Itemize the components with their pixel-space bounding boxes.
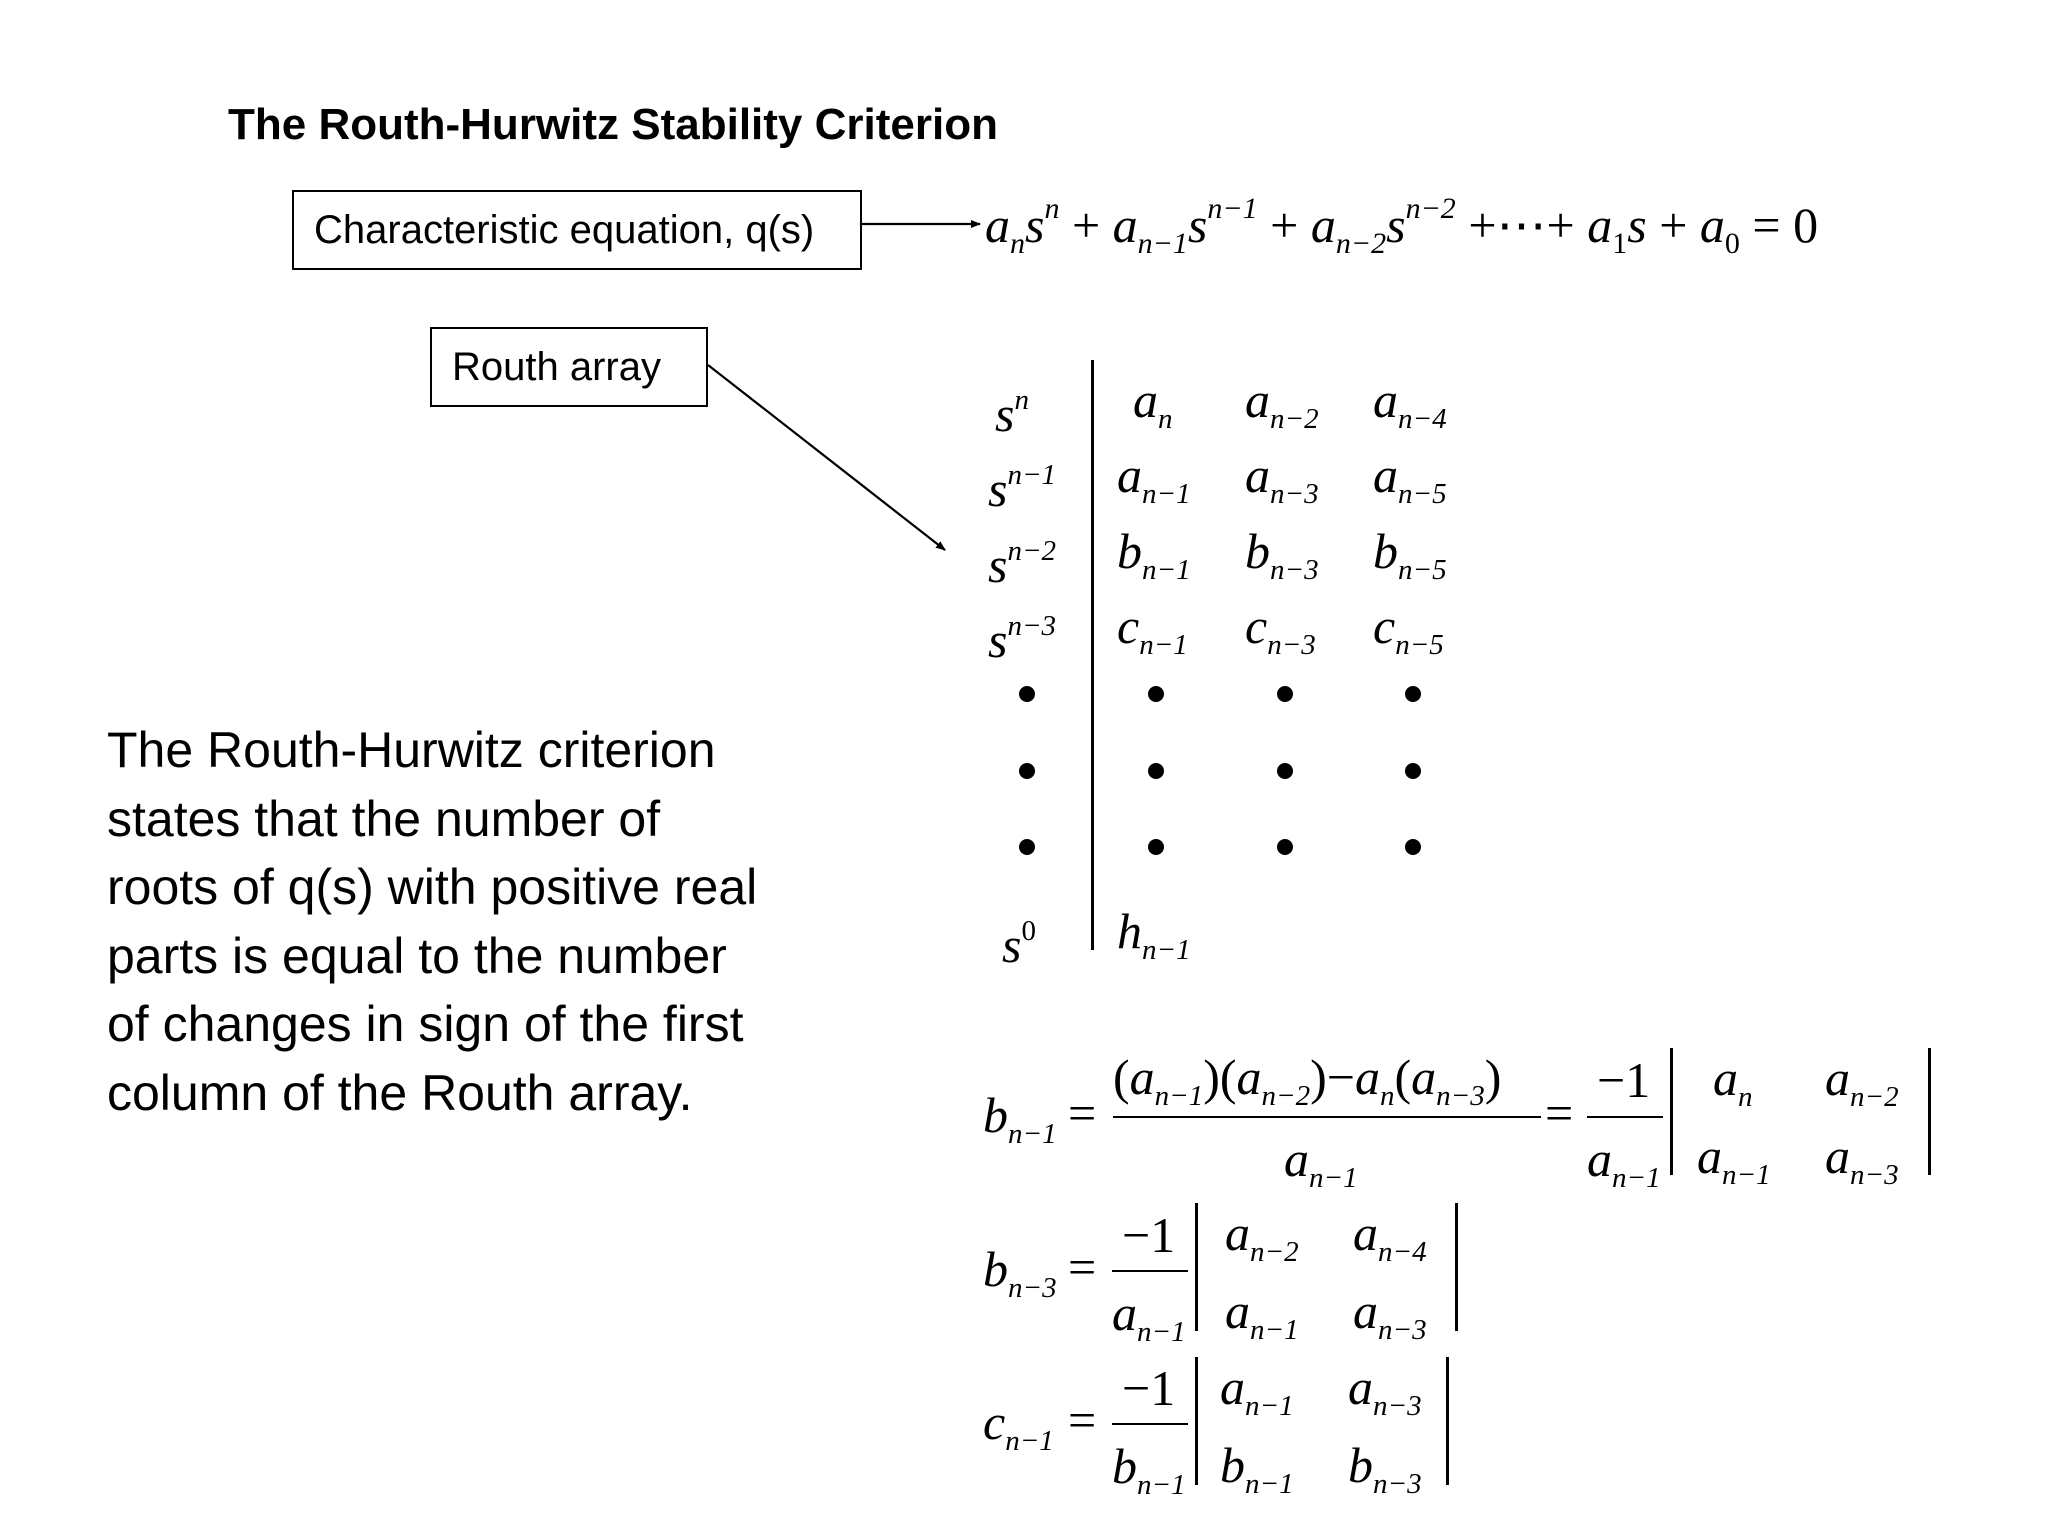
ellipsis-dot xyxy=(1277,763,1293,779)
cell-c-n1: $c_{n-1}$ xyxy=(1117,598,1188,661)
numerator-b-n1: $(a_{n-1})(a_{n-2})-a_n(a_{n-3})$ xyxy=(1113,1049,1502,1112)
cell-a-n: $a_n$ xyxy=(1133,372,1173,435)
arrow-to-routh-array xyxy=(708,365,945,550)
cell-a-n3: $a_{n-3}$ xyxy=(1245,447,1319,510)
criterion-explanation xyxy=(107,716,827,1127)
lhs-b-n1: $b_{n-1}$ xyxy=(983,1087,1057,1150)
row-label-sn1: $s^{n-1}$ xyxy=(988,459,1057,517)
lhs-c-n1: $c_{n-1}$ xyxy=(983,1394,1054,1457)
ellipsis-dot xyxy=(1405,839,1421,855)
ellipsis-dot xyxy=(1148,686,1164,702)
row-label-sn: $s^n$ xyxy=(995,384,1029,442)
explanation-line: of changes in sign of the first xyxy=(107,996,744,1052)
characteristic-equation: $a_ns^n + a_{n-1}s^{n-1} + a_{n-2}s^{n-2}$ +⋯+ $a_1s + a_0 = 0$ xyxy=(985,192,1819,260)
ellipsis-dot xyxy=(1148,763,1164,779)
explanation-line: The Routh-Hurwitz criterion xyxy=(107,722,716,778)
cell-c-n3: $c_{n-3}$ xyxy=(1245,598,1316,661)
page-title: The Routh-Hurwitz Stability Criterion xyxy=(228,100,998,149)
ellipsis-dot xyxy=(1019,686,1035,702)
lhs-b-n3: $b_{n-3}$ xyxy=(983,1241,1057,1304)
cell-c-n5: $c_{n-5}$ xyxy=(1373,598,1444,661)
explanation-line: states that the number of xyxy=(107,790,661,847)
cell-b-n1: $b_{n-1}$ xyxy=(1117,523,1191,586)
ellipsis-dot xyxy=(1277,686,1293,702)
row-label-sn3: $s^{n-3}$ xyxy=(988,610,1057,668)
explanation-line: roots of q(s) with positive real xyxy=(107,859,758,915)
routh-array-label: Routh array xyxy=(452,344,661,389)
explanation-line: parts is equal to the number xyxy=(107,927,727,984)
ellipsis-dot xyxy=(1148,839,1164,855)
ellipsis-dot xyxy=(1277,839,1293,855)
routh-array-divider xyxy=(1091,360,1094,950)
cell-b-n5: $b_{n-5}$ xyxy=(1373,523,1447,586)
cell-b-n3: $b_{n-3}$ xyxy=(1245,523,1319,586)
ellipsis-dot xyxy=(1405,686,1421,702)
ellipsis-dot xyxy=(1019,763,1035,779)
explanation-line: column of the Routh array. xyxy=(107,1064,693,1121)
cell-a-n4: $a_{n-4}$ xyxy=(1373,372,1447,435)
ellipsis-dot xyxy=(1405,763,1421,779)
denominator-b-n1: $a_{n-1}$ xyxy=(1284,1131,1358,1194)
cell-a-n5: $a_{n-5}$ xyxy=(1373,447,1447,510)
cell-h-n1: $h_{n-1}$ xyxy=(1117,903,1191,966)
row-label-s0: $s^0$ xyxy=(1002,915,1036,973)
cell-a-n2: $a_{n-2}$ xyxy=(1245,372,1319,435)
row-label-sn2: $s^{n-2}$ xyxy=(988,535,1057,593)
cell-a-n1: $a_{n-1}$ xyxy=(1117,447,1191,510)
ellipsis-dot xyxy=(1019,839,1035,855)
characteristic-equation-label: Characteristic equation, q(s) xyxy=(314,207,815,252)
